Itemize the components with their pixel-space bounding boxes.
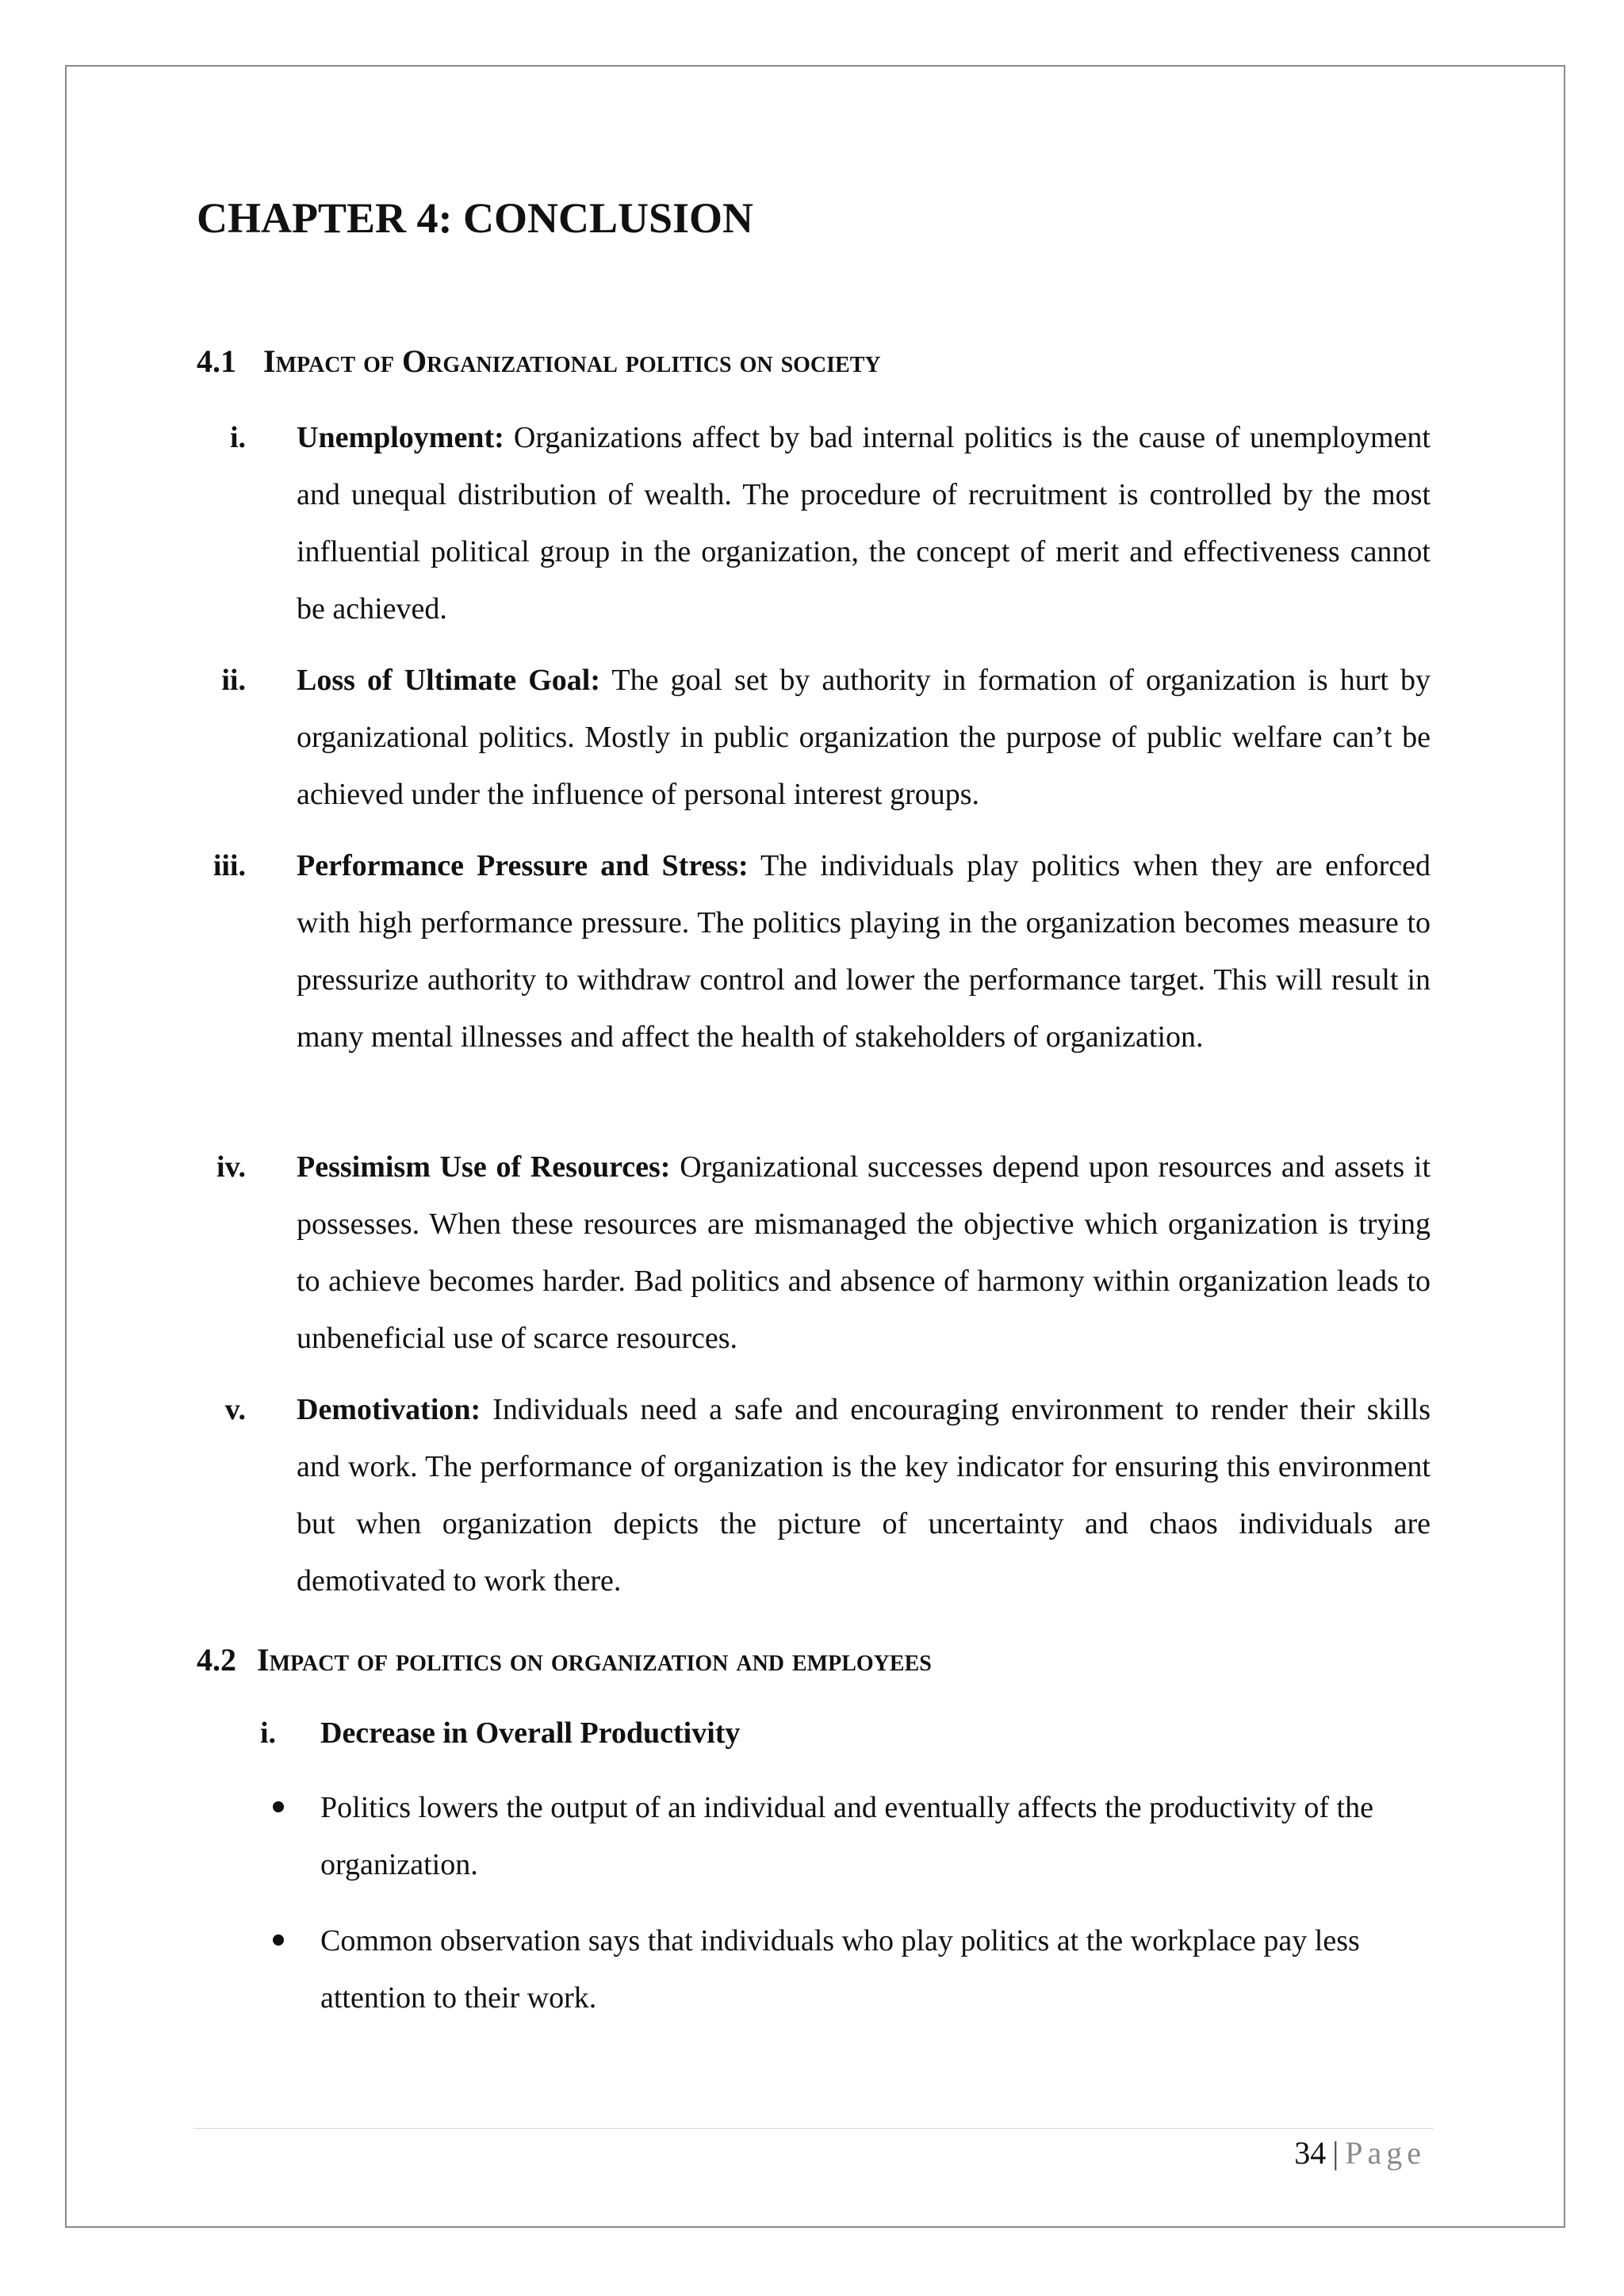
bullet-text: Common observation says that individuals who play politics at the workplace pay less attention to their work. — [320, 1924, 1360, 2015]
footer-separator: | — [1332, 2135, 1339, 2171]
list-item-unemployment — [197, 409, 1431, 637]
page-label: Page — [1345, 2135, 1426, 2171]
item-term: Performance Pressure and Stress: — [297, 849, 749, 882]
section-number: 4.2 — [197, 1642, 236, 1678]
section-heading-4-2 — [197, 1641, 932, 1678]
section-title: Impact of politics on organization and employees — [257, 1642, 932, 1678]
list-marker: ii. — [221, 664, 246, 697]
bullet-text: Politics lowers the output of an individual and eventually affects the productivity of the organization. — [320, 1791, 1373, 1881]
item-term: Pessimism Use of Resources: — [297, 1150, 671, 1184]
list-item-resources — [197, 1138, 1431, 1367]
subheading-productivity — [197, 1705, 1431, 1762]
page-footer — [1294, 2134, 1426, 2172]
section-number: 4.1 — [197, 343, 236, 379]
list-marker: iv. — [216, 1150, 246, 1184]
item-term: Demotivation: — [297, 1393, 481, 1426]
bullet-item — [197, 1779, 1402, 1893]
footer-divider — [193, 2128, 1434, 2129]
list-marker: iii. — [213, 849, 246, 882]
bullet-item — [197, 1912, 1402, 2026]
item-term: Loss of Ultimate Goal: — [297, 664, 600, 697]
chapter-title: CHAPTER 4: CONCLUSION — [197, 194, 754, 242]
bullet-icon — [273, 1801, 284, 1812]
subheading-text: Decrease in Overall Productivity — [320, 1716, 741, 1750]
section-heading-4-1 — [197, 342, 881, 380]
item-text: Organizational successes depend upon resources and assets it possesses. When these resources are mismanaged the objective which organization is trying to achieve becomes harder. Bad politics and absence of harmony within organization leads to unbeneficial use of scarce resources. — [297, 1150, 1431, 1355]
list-item-performance-pressure — [197, 837, 1431, 1066]
list-marker: v. — [224, 1393, 246, 1426]
list-marker: i. — [259, 1716, 276, 1750]
list-item-demotivation — [197, 1381, 1431, 1609]
page-number: 34 — [1294, 2135, 1327, 2171]
section-title: Impact of Organizational politics on society — [263, 343, 881, 379]
item-text: Individuals need a safe and encouraging environment to render their skills and work. The performance of organization is the key indicator for ensuring this environment but when organization depicts the picture of uncertainty and chaos individuals are demotivated to work there. — [297, 1393, 1431, 1598]
item-term: Unemployment: — [297, 421, 504, 454]
list-item-loss-of-goal — [197, 652, 1431, 823]
bullet-icon — [273, 1934, 284, 1946]
item-text: Organizations affect by bad internal politics is the cause of unemployment and unequal distribution of wealth. The procedure of recruitment is controlled by the most influential political group in the organization, the concept of merit and effectiveness cannot be achieved. — [297, 421, 1431, 626]
list-marker: i. — [229, 421, 246, 454]
item-text: The individuals play politics when they are enforced with high performance pressure. The politics playing in the organization becomes measure to pressurize authority to withdraw control and lower the performance target. This will result in many mental illnesses and affect the health of stakeholders of organization. — [297, 849, 1431, 1054]
item-text: The goal set by authority in formation of organization is hurt by organizational politics. Mostly in public organization the purpose of public welfare can’t be achieved under the influence of personal interest groups. — [297, 664, 1431, 811]
